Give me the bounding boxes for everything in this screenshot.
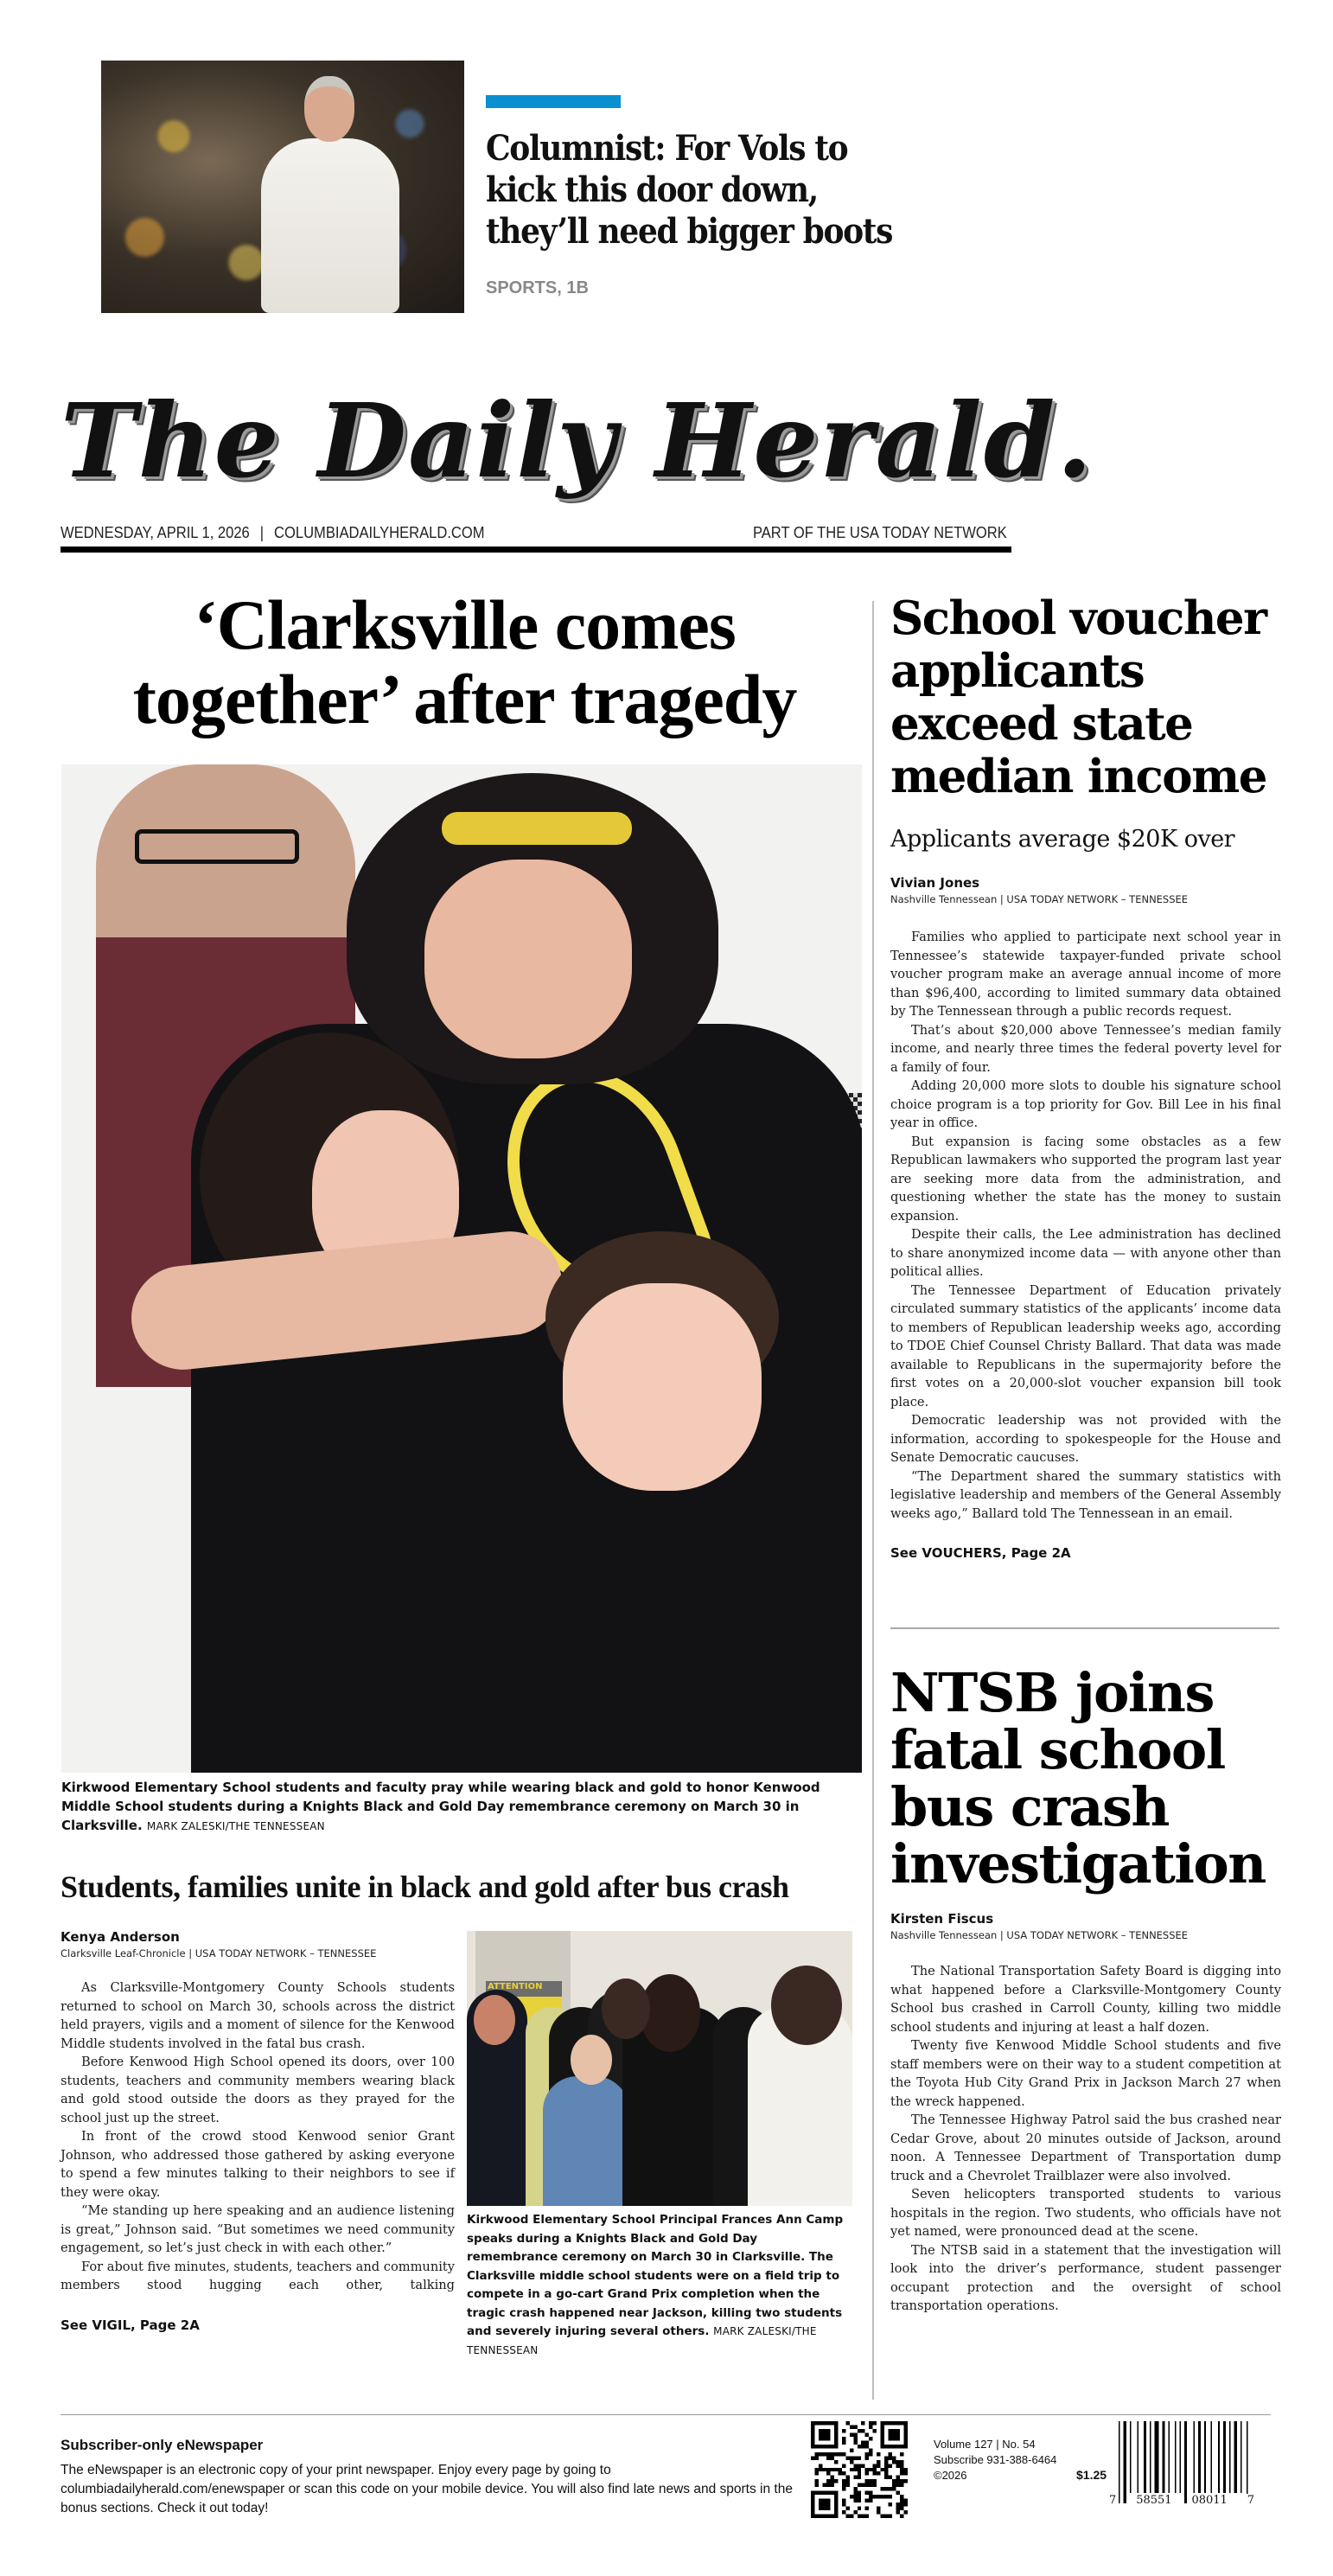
jump-link-vigil[interactable]: See VIGIL, Page 2A bbox=[61, 2317, 200, 2333]
photo-head bbox=[474, 1995, 515, 2045]
enews-title: Subscriber-only eNewspaper bbox=[61, 2437, 264, 2453]
paragraph: Before Kenwood High School opened its doors, over 100 students, teachers and community members wearing black and gold stood outside the doors as they prayed for the school just up the street. bbox=[61, 2055, 455, 2125]
story-body bbox=[890, 1962, 1281, 2316]
voucher-deck: Applicants average $20K over bbox=[890, 826, 1235, 853]
byline-author[interactable]: Vivian Jones bbox=[890, 875, 980, 891]
paragraph: Democratic leadership was not provided with the information, according to spokespeople for the House and Senate Democratic caucuses. bbox=[890, 1413, 1281, 1465]
barcode-digit-group: 58551 bbox=[1136, 2494, 1172, 2507]
byline-org: Nashville Tennessean | USA TODAY NETWORK – TENNESSEE bbox=[890, 893, 1189, 905]
paragraph: That’s about $20,000 above Tennessee’s median family income, and nearly three times the federal poverty level for a family of four. bbox=[890, 1022, 1281, 1075]
paragraph: For about five minutes, students, teachers and community members stood hugging each other, talking bbox=[61, 2259, 455, 2292]
paragraph: Adding 20,000 more slots to double his signature school choice program is a top priority for Gov. Bill Lee in his final year in office. bbox=[890, 1078, 1281, 1130]
price: $1.25 bbox=[1076, 2468, 1107, 2482]
vigil-headline[interactable]: Students, families unite in black and gold after bus crash bbox=[61, 1870, 789, 1904]
photo-credit: MARK ZALESKI/THE TENNESSEAN bbox=[467, 2325, 817, 2356]
teaser-section-ref[interactable]: SPORTS, 1B bbox=[486, 278, 589, 297]
dateline-separator: | bbox=[259, 524, 265, 541]
paragraph: Seven helicopters transported students to various hospitals in the region. Two students, who officials have not yet named, were pronounced dead at the scene. bbox=[890, 2187, 1281, 2239]
photo-subject-head bbox=[304, 76, 354, 142]
issue-date: WEDNESDAY, APRIL 1, 2026 bbox=[61, 524, 250, 541]
barcode-icon bbox=[1115, 2421, 1253, 2503]
photo-head bbox=[771, 1966, 842, 2045]
caption-text: Kirkwood Elementary School students and faculty pray while wearing black and gold to honor Kenwood Middle School students during a Knights Black and Gold Day remembrance ceremony on March 30 in Clarksville. bbox=[61, 1780, 820, 1833]
network-label: PART OF THE USA TODAY NETWORK bbox=[752, 524, 1007, 541]
photo-yellow-headband bbox=[442, 812, 632, 845]
byline-author[interactable]: Kenya Anderson bbox=[61, 1929, 180, 1945]
dateline bbox=[61, 524, 1007, 542]
paragraph: The Tennessee Department of Education privately circulated summary statistics of the applicants’ income data to members of Republican leadership weeks ago, according to TDOE Chief Counsel Christy Ballard. That data was made available to Republicans in the supermajority before the first votes on a 20,000-slot voucher expansion bill took place. bbox=[890, 1282, 1281, 1409]
lead-headline[interactable]: ‘Clarksville comes together’ after tragedy bbox=[132, 585, 797, 738]
sign-text: ATTENTION bbox=[488, 1982, 543, 1991]
masthead-logo: The Daily Herald. bbox=[61, 380, 1094, 501]
byline-org: Nashville Tennessean | USA TODAY NETWORK – TENNESSEE bbox=[890, 1929, 1189, 1941]
photo-woman-face bbox=[424, 860, 632, 1058]
qr-code-icon[interactable] bbox=[811, 2421, 908, 2518]
ntsb-headline[interactable]: NTSB joins fatal school bus crash investigation bbox=[890, 1661, 1266, 1895]
ceremony-photo-caption bbox=[467, 2211, 847, 2360]
barcode-digit-group: 7 bbox=[1109, 2494, 1117, 2507]
barcode-digit-group: 08011 bbox=[1191, 2494, 1228, 2507]
footer-rule bbox=[61, 2414, 1271, 2415]
paragraph: The National Transportation Safety Board is digging into what happened before a Clarksville-Montgomery County School bus crashed in Carroll County, killing two middle school students and injuring at least a half dozen. bbox=[890, 1964, 1281, 2035]
website-link[interactable]: COLUMBIADAILYHERALD.COM bbox=[274, 524, 485, 541]
barcode-digit-group: 7 bbox=[1247, 2494, 1254, 2507]
paragraph: But expansion is facing some obstacles as a few Republican lawmakers who supported the program last year are seeking more data from the administration, and questioning whether the state has the money to sustain expansion. bbox=[890, 1134, 1281, 1224]
copyright: ©2026 bbox=[934, 2469, 967, 2482]
paragraph: In front of the crowd stood Kenwood senior Grant Johnson, who addressed those gathered by asking everyone to spend a few minutes talking to their neighbors to see if they were okay. bbox=[61, 2129, 455, 2200]
voucher-story bbox=[890, 592, 1281, 1561]
lead-photo-caption bbox=[61, 1778, 865, 1836]
paragraph: “Me standing up here speaking and an audience listening is great,” Johnson said. “But sometimes we need community engagement, so let’s just check in with each other.” bbox=[61, 2203, 455, 2255]
byline-author[interactable]: Kirsten Fiscus bbox=[890, 1911, 994, 1927]
byline-org: Clarksville Leaf-Chronicle | USA TODAY NETWORK – TENNESSEE bbox=[61, 1947, 377, 1959]
teaser-photo[interactable] bbox=[101, 61, 464, 313]
paragraph: The Tennessee Highway Patrol said the bus crashed near Cedar Grove, about 20 minutes outside of Jackson, around noon. A Tennessee Department of Transportation dump truck and a Chevrolet Trailblazer were also involved. bbox=[890, 2113, 1281, 2183]
paragraph: “The Department shared the summary statistics with legislative leadership and members of the General Assembly weeks ago,” Ballard told The Tennessean in an email. bbox=[890, 1468, 1281, 1521]
enews-body: The eNewspaper is an electronic copy of your print newspaper. Enjoy every page by going to columbiadailyherald.com/enewspaper or scan this code on your mobile device. You will also find late news and sports in the bonus sections. Check it out today! bbox=[61, 2463, 793, 2515]
masthead-rule bbox=[61, 547, 1011, 553]
photo-boy-face bbox=[563, 1283, 762, 1491]
photo-head bbox=[571, 2035, 612, 2085]
paragraph: Families who applied to participate next school year in Tennessee’s statewide taxpayer-funded private school voucher program make an average annual income of more than $96,400, according to limited summary data obtained by The Tennessean through a public records request. bbox=[890, 930, 1281, 1019]
vigil-story bbox=[61, 1928, 455, 2333]
story-body bbox=[890, 928, 1281, 1523]
caption-text: Kirkwood Elementary School Principal Frances Ann Camp speaks during a Knights Black and Gold Day remembrance ceremony on March 30 in Clarksville. The Clarksville middle school students were on a field trip to compete in a go-cart Grand Prix completion when the tragic crash happened near Jackson, killing two students and severely injuring several others. bbox=[467, 2213, 844, 2338]
volume-number: Volume 127 | No. 54 bbox=[934, 2438, 1036, 2451]
subscribe-phone[interactable]: Subscribe 931-388-6464 bbox=[934, 2453, 1057, 2466]
teaser-headline[interactable]: Columnist: For Vols to kick this door down, they’ll need bigger boots bbox=[486, 128, 892, 252]
paragraph: As Clarksville-Montgomery County Schools students returned to school on March 30, schools across the district held prayers, vigils and a moment of silence for the Kenwood Middle students involved in the fatal bus crash. bbox=[61, 1980, 455, 2051]
paragraph: The NTSB said in a statement that the investigation will look into the driver’s performance, student passenger occupant protection and the oversight of school transportation operations. bbox=[890, 2242, 1281, 2313]
story-body bbox=[61, 1978, 455, 2295]
ntsb-story bbox=[890, 1661, 1281, 2316]
jump-link-vouchers[interactable]: See VOUCHERS, Page 2A bbox=[890, 1545, 1071, 1561]
story-divider bbox=[890, 1627, 1279, 1629]
photo-subject-body bbox=[261, 138, 399, 313]
lead-photo[interactable] bbox=[61, 764, 862, 1773]
ceremony-photo[interactable] bbox=[467, 1931, 852, 2206]
teaser-accent-bar bbox=[486, 95, 621, 108]
photo-head bbox=[602, 1978, 650, 2039]
paragraph: Twenty five Kenwood Middle School students and five staff members were on their way to a student competition at the Toyota Hub City Grand Prix in Jackson March 27 when the wreck happened. bbox=[890, 2038, 1281, 2109]
paragraph: Despite their calls, the Lee administration has declined to share anonymized income data — with anyone other than political allies. bbox=[890, 1227, 1281, 1279]
barcode-digits bbox=[1108, 2494, 1255, 2507]
dateline-left bbox=[61, 524, 485, 542]
photo-girl-denim bbox=[543, 2076, 629, 2206]
photo-glasses bbox=[135, 829, 299, 864]
photo-credit: MARK ZALESKI/THE TENNESSEAN bbox=[146, 1820, 325, 1832]
voucher-headline[interactable]: School voucher applicants exceed state median income bbox=[890, 591, 1266, 803]
column-divider bbox=[872, 601, 874, 2400]
